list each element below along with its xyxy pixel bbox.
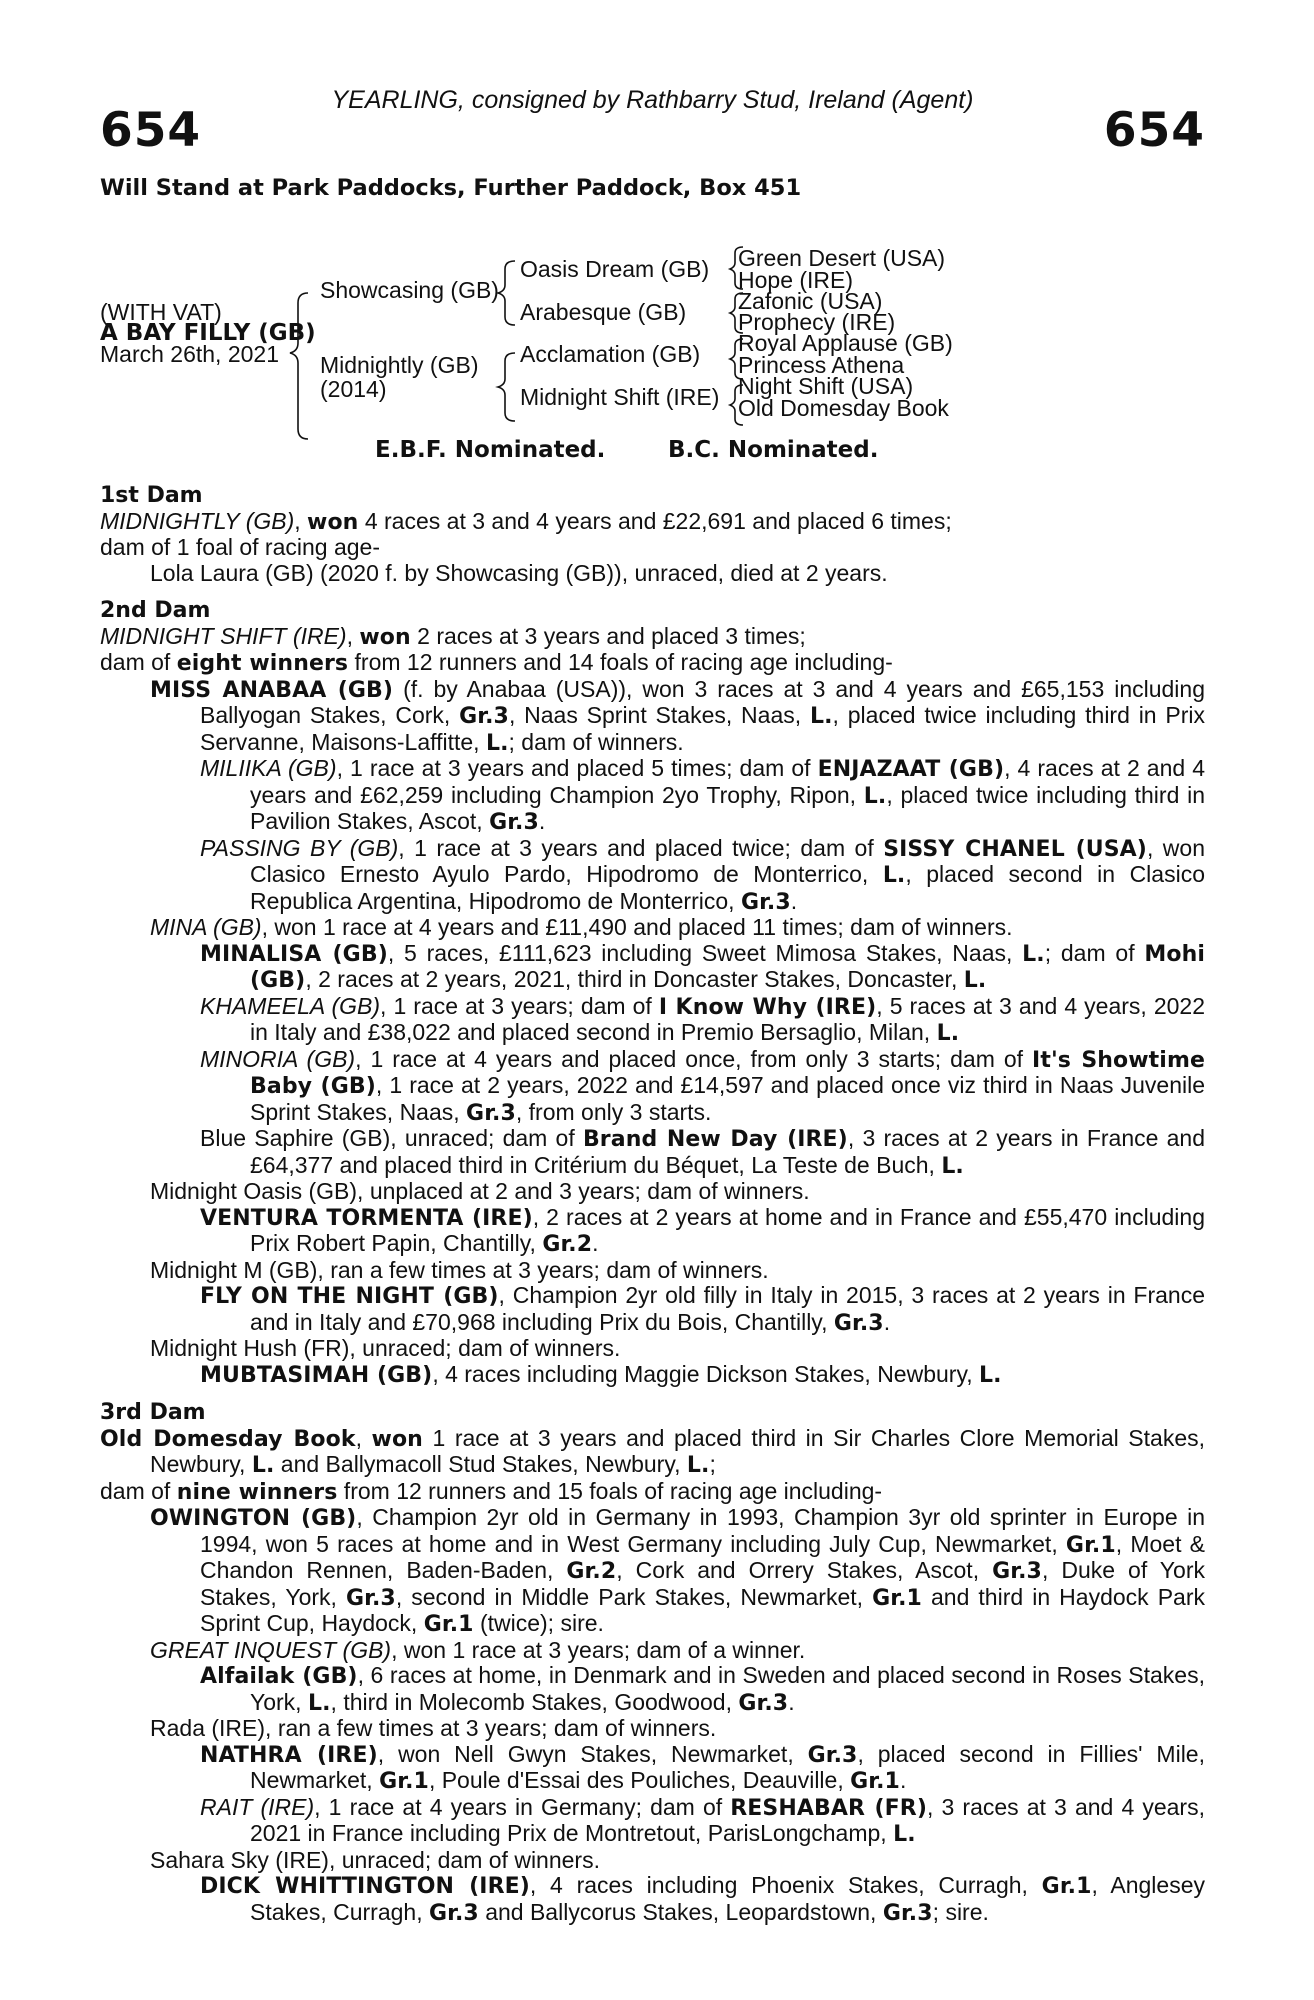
ssd: Hope (IRE) — [738, 267, 854, 293]
stand-location: Will Stand at Park Paddocks, Further Paddock, Box 451 — [100, 175, 802, 201]
second-dam-heading: 2nd Dam — [100, 598, 211, 623]
first-dam-heading: 1st Dam — [100, 483, 203, 508]
ebf-nominated: E.B.F. Nominated. — [375, 437, 606, 463]
bc-nominated: B.C. Nominated. — [668, 437, 879, 463]
first-dam-entry: MIDNIGHTLY (GB), won 4 races at 3 and 4 years and £22,691 and placed 6 times; — [100, 507, 952, 535]
sire-dam: Arabesque (GB) — [520, 299, 687, 325]
consignor-line: YEARLING, consigned by Rathbarry Stud, Ireland (Agent) — [331, 86, 974, 114]
sds: Zafonic (USA) — [738, 288, 883, 314]
dam: Midnightly (GB) — [320, 352, 479, 378]
foaling-date: March 26th, 2021 — [100, 341, 280, 367]
lot-number-right: 654 — [1103, 103, 1205, 158]
vat-note: (WITH VAT) — [100, 299, 222, 325]
dam-year: (2014) — [320, 376, 387, 402]
dam-sire: Acclamation (GB) — [520, 341, 701, 367]
dsd: Princess Athena — [738, 352, 905, 378]
lot-number-left: 654 — [100, 103, 202, 158]
dds: Night Shift (USA) — [738, 373, 914, 399]
dam-dam: Midnight Shift (IRE) — [520, 384, 720, 410]
third-dam-heading: 3rd Dam — [100, 1400, 206, 1425]
horse-name: A BAY FILLY (GB) — [100, 320, 316, 346]
dss: Royal Applause (GB) — [738, 330, 953, 356]
sss: Green Desert (USA) — [738, 245, 946, 271]
pedigree-notes: 1st Dam MIDNIGHTLY (GB), won 4 races at 3 and 4 years and £22,691 and placed 6 times; dam of 1 foal of racing age- Lola Laura (GB) (2020 f. by Showcasing (GB)), unraced, died at 2 years. 2nd Dam MIDNIGHT SHIFT (IRE), won 2 races at 3 years and placed 3 times; dam of eight winners from 12 runners and 14 foals of racing age including- MISS ANABAA (GB) (f. by Anabaa (USA)), won 3 races at 3 and 4 years and £65,153 including Ballyogan Stakes, Cork, Gr.3, Naas Sprint Stakes, Naas, L., placed twice including third in Prix Servanne, Maisons-Laffitte, L.; dam of winners. MILIIKA (GB), 1 race at 3 years and placed 5 times; dam of ENJAZAAT (GB), 4 races at 2 and 4 years and £62,259 including Champion 2yo Trophy, Ripon, L., placed twice including third in Pavilion Stakes, Ascot, Gr.3. PASSING BY (GB), 1 race at 3 years and placed twice; dam of SISSY CHANEL (USA), won Clasico Ernesto Ayulo Pardo, Hipodromo de Monterrico, L., placed second in Clasico Republica Argentina, Hipodromo de Monterrico, Gr.3. MINA (GB), won 1 race at 4 years and £11,490 and placed 11 times; dam of winners. MINALISA (GB), 5 races, £111,623 including Sweet Mimosa Stakes, Naas, L.; dam of Mohi (GB), 2 races at 2 years, 2021, third in Doncaster Stakes, Doncaster, L. KHAMEELA (GB), 1 race at 3 years; dam of I Know Why (IRE), 5 races at 3 and 4 years, 2022 in Italy and £38,022 and placed second in Premio Bersaglio, Milan, L. MINORIA (GB), 1 race at 4 years and placed once, from only 3 starts; dam of It's Showtime Baby (GB), 1 race at 2 years, 2022 and £14,597 and placed once viz third in Naas Juvenile Sprint Stakes, Naas, Gr.3, from only 3 starts. Blue Saphire (GB), unraced; dam of Brand New Day (IRE), 3 races at 2 years in France and £64,377 and placed third in Critérium du Béquet, La Teste de Buch, L. Midnight Oasis (GB), unplaced at 2 and 3 years; dam of winners. VENTURA TORMENTA (IRE), 2 races at 2 years at home and in France and £55,470 including Prix Robert Papin, Chantilly, Gr.2. Midnight M (GB), ran a few times at 3 years; dam of winners. FLY ON THE NIGHT (GB), Champion 2yr old filly in Italy in 2015, 3 races at 2 years in France and in Italy and £70,968 including Prix du Bois, Chantilly, Gr.3. Midnight Hush (FR), unraced; dam of winners. MUBTASIMAH (GB), 4 races including Maggie Dickson Stakes, Newbury, L. 3rd Dam Old Domesday Book, won 1 race at 3 years and placed third in Sir Charles Clore Memorial Stakes, Newbury, L. and Ballymacoll Stud Stakes, Newbury, L.; dam of nine winners from 12 runners and 15 foals of racing age including- OWINGTON (GB), Champion 2yr old in Germany in 1993, Champion 3yr old sprinter in Europe in 1994, won 5 races at home and in West Germany including July Cup, Newmarket, Gr.1, Moet & Chandon Rennen, Baden-Baden, Gr.2, Cork and Orrery Stakes, Ascot, Gr.3, Duke of York Stakes, York, Gr.3, second in Middle Park Stakes, Newmarket, Gr.1 and third in Haydock Park Sprint Cup, Haydock, Gr.1 (twice); sire. GREAT INQUEST (GB), won 1 race at 3 years; dam of a winner. Alfailak (GB), 6 races at home, in Denmark and in Sweden and placed second in Roses Stakes, York, L., third in Molecomb Stakes, Goodwood, Gr.3. Rada (IRE), ran a few times at 3 years; dam of winners. NATHRA (IRE), won Nell Gwyn Stakes, Newmarket, Gr.3, placed second in Fillies' Mile, Newmarket, Gr.1, Poule d'Essai des Pouliches, Deauville, Gr.1. RAIT (IRE), 1 race at 4 years in Germany; dam of RESHABAR (FR), 3 races at 3 and 4 years, 2021 in France including Prix de Montretout, ParisLongchamp, L. Sahara Sky (IRE), unraced; dam of winners. DICK WHITTINGTON (IRE), 4 races including Phoenix Stakes, Curragh, Gr.1, Anglesey Stakes, Curragh, Gr.3 and Ballycorus Stakes, Leopardstown, Gr.3; sire. — [100, 483, 1206, 1926]
sire-sire: Oasis Dream (GB) — [520, 256, 710, 282]
sire: Showcasing (GB) — [320, 277, 499, 303]
ddd: Old Domesday Book — [738, 395, 949, 421]
pedigree-table — [100, 203, 1205, 443]
sdd: Prophecy (IRE) — [738, 309, 896, 335]
